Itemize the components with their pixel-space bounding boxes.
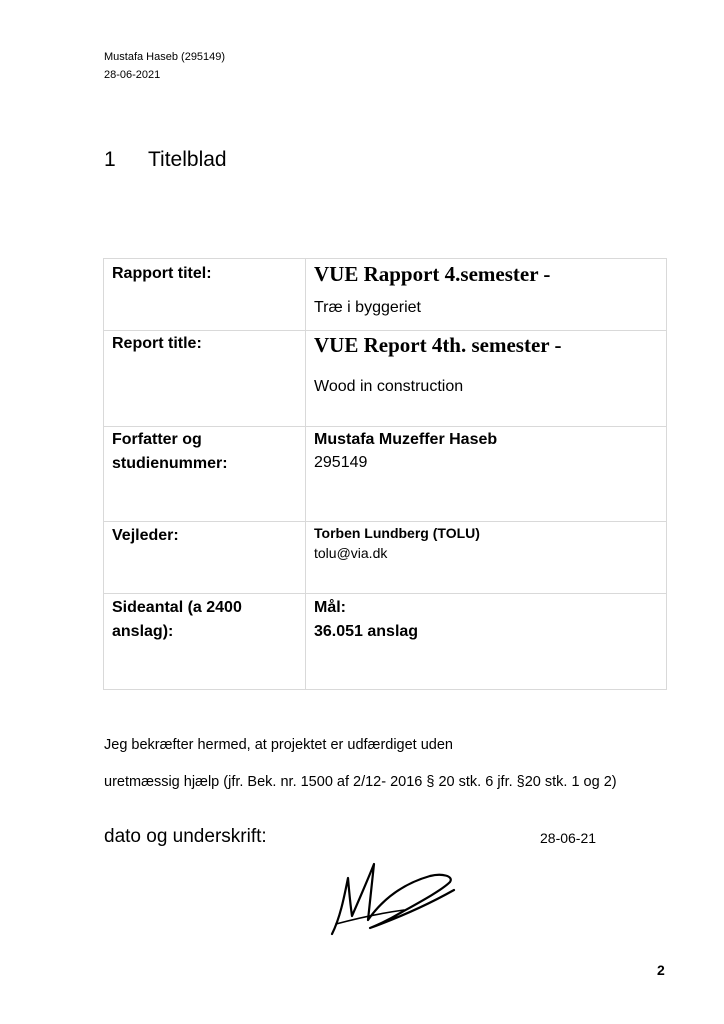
author-name: Mustafa Muzeffer Haseb (314, 431, 498, 448)
signature-label: dato og underskrift: (104, 826, 267, 847)
supervisor-label: Vejleder: (112, 527, 179, 544)
signature-date: 28-06-21 (540, 830, 597, 846)
table-row (104, 594, 667, 690)
heading-title: Titelblad (148, 148, 227, 171)
page-header (104, 48, 225, 84)
handwritten-signature (322, 858, 462, 940)
supervisor-name: Torben Lundberg (TOLU) (314, 525, 480, 541)
report-title-da: VUE Rapport 4.semester - (314, 262, 551, 286)
table-row (104, 259, 667, 331)
declaration-line1: Jeg bekræfter hermed, at projektet er udfærdiget uden (104, 737, 453, 753)
table-row (104, 522, 667, 594)
goal-label: Mål: (314, 599, 346, 616)
report-title-en-label: Report title: (112, 335, 202, 352)
report-subtitle-da: Træ i byggeriet (314, 299, 421, 316)
heading-number: 1 (104, 148, 116, 171)
title-page-table (103, 258, 667, 690)
declaration-line2: uretmæssig hjælp (jfr. Bek. nr. 1500 af 2/12- 2016 § 20 stk. 6 jfr. §20 stk. 1 og 2) (104, 774, 617, 790)
author-label-line1: Forfatter og (112, 431, 202, 448)
report-title-en: VUE Report 4th. semester - (314, 333, 562, 357)
goal-value: 36.051 anslag (314, 623, 419, 640)
supervisor-email: tolu@via.dk (314, 545, 388, 561)
header-author: Mustafa Haseb (295149) (104, 51, 226, 63)
header-date: 28-06-2021 (104, 69, 161, 81)
table-row (104, 427, 667, 522)
report-title-da-label: Rapport titel: (112, 265, 212, 282)
student-number: 295149 (314, 454, 368, 471)
pages-label-line2: anslag): (112, 623, 174, 640)
pages-label-line1: Sideantal (a 2400 (112, 599, 242, 616)
table-row (104, 331, 667, 427)
author-label-line2: studienummer: (112, 455, 228, 472)
section-heading (104, 148, 227, 172)
report-subtitle-en: Wood in construction (314, 378, 464, 395)
page-number: 2 (657, 962, 665, 978)
